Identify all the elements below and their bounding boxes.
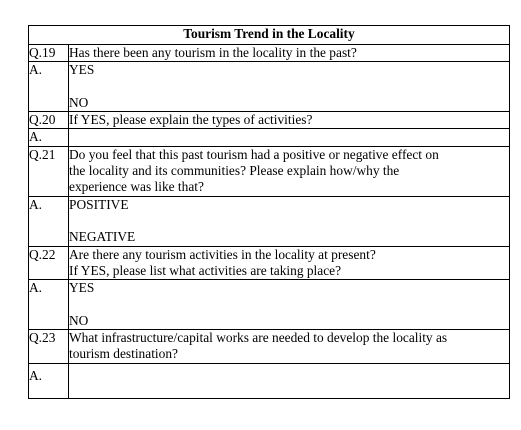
answer-option-yes: YES	[69, 62, 95, 78]
answer-field[interactable]	[69, 62, 510, 112]
answer-label: A.	[29, 62, 69, 112]
answer-option-no: NO	[69, 94, 89, 110]
question-number: Q.22	[29, 246, 69, 280]
answer-field[interactable]	[69, 280, 510, 330]
table-title: Tourism Trend in the Locality	[29, 26, 510, 45]
question-line: If YES, please list what activities are taking place?	[69, 262, 342, 278]
answer-row	[29, 280, 510, 330]
answer-row	[29, 196, 510, 246]
question-line: the locality and its communities? Please explain how/why the	[69, 163, 400, 179]
question-row	[29, 246, 510, 280]
question-number: Q.21	[29, 146, 69, 196]
answer-label: A.	[29, 280, 69, 330]
question-row	[29, 146, 510, 196]
answer-option-no: NO	[69, 312, 89, 328]
question-number: Q.20	[29, 112, 69, 129]
answer-row	[29, 363, 510, 398]
question-number: Q.23	[29, 330, 69, 364]
question-text	[69, 246, 510, 280]
question-line: tourism destination?	[69, 346, 178, 362]
answer-option-negative: NEGATIVE	[69, 229, 136, 245]
answer-label: A.	[29, 363, 69, 398]
question-row	[29, 45, 510, 62]
question-row	[29, 330, 510, 364]
answer-field[interactable]	[69, 129, 510, 146]
question-row	[29, 112, 510, 129]
answer-field[interactable]	[69, 196, 510, 246]
question-line: Are there any tourism activities in the locality at present?	[69, 246, 376, 262]
question-text	[69, 146, 510, 196]
question-line: experience was like that?	[69, 179, 204, 195]
question-text	[69, 112, 510, 129]
answer-field[interactable]	[69, 363, 510, 398]
answer-option-yes: YES	[69, 280, 95, 296]
question-line: What infrastructure/capital works are needed to develop the locality as	[69, 330, 448, 346]
question-number: Q.19	[29, 45, 69, 62]
title-row	[29, 26, 510, 45]
question-text	[69, 330, 510, 364]
tourism-trend-table	[28, 25, 510, 399]
question-line: If YES, please explain the types of activities?	[69, 112, 313, 128]
question-line: Do you feel that this past tourism had a positive or negative effect on	[69, 146, 439, 162]
answer-label: A.	[29, 196, 69, 246]
answer-option-positive: POSITIVE	[69, 196, 129, 212]
question-text	[69, 45, 510, 62]
answer-label: A.	[29, 129, 69, 146]
answer-row	[29, 129, 510, 146]
question-line: Has there been any tourism in the locality in the past?	[69, 45, 357, 60]
answer-row	[29, 62, 510, 112]
